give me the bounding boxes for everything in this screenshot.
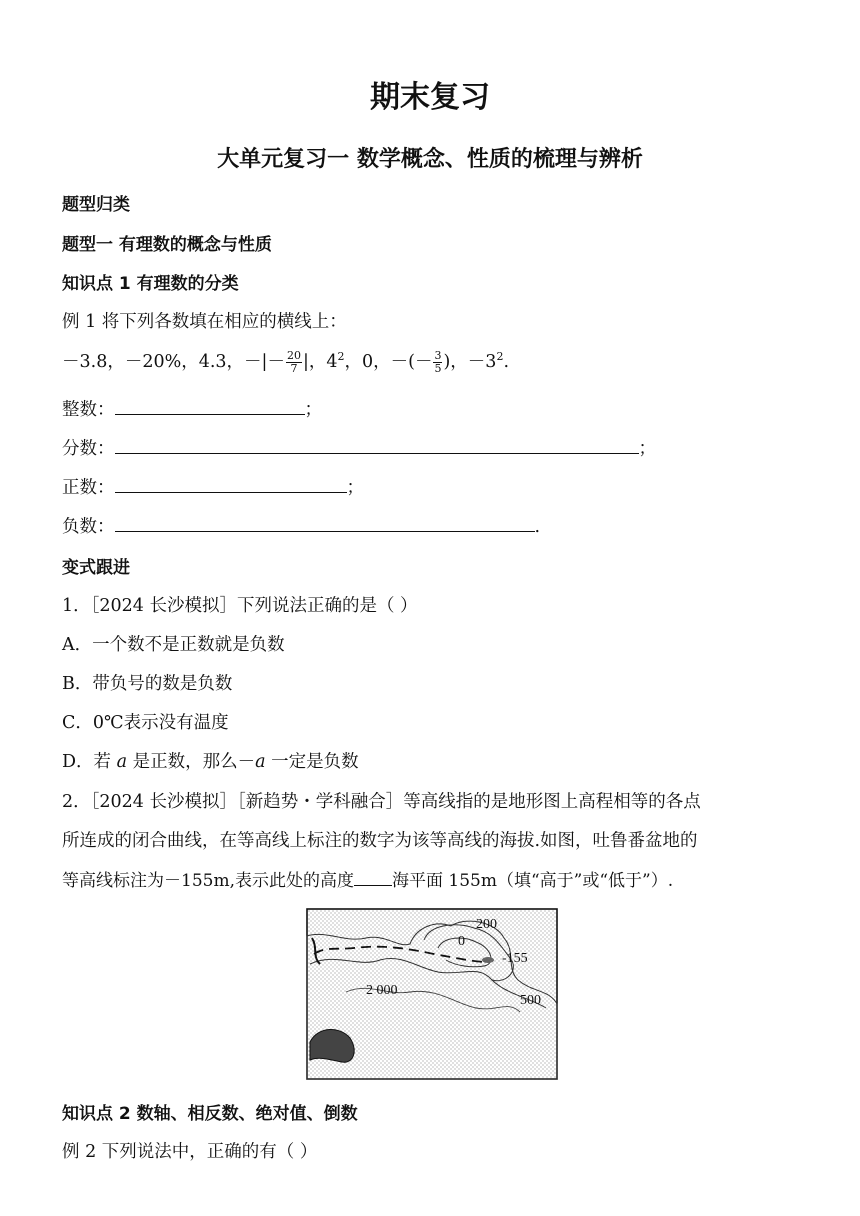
- positives-row: [62, 474, 364, 499]
- variable-a: a: [116, 752, 128, 772]
- example1-prompt: 例 1 将下列各数填在相应的横线上：: [62, 312, 347, 332]
- fraction-3-5: [433, 350, 442, 375]
- fraction-numerator: 3: [434, 349, 442, 362]
- positives-answer-blank[interactable]: [115, 474, 347, 493]
- page-subtitle: 大单元复习一 数学概念、性质的梳理与辨析: [217, 147, 643, 172]
- fractions-end: ；: [638, 439, 656, 459]
- fractions-row: [62, 435, 656, 460]
- example1-numbers: [62, 348, 509, 375]
- negatives-end: .: [534, 517, 541, 537]
- q2-line-2: 所连成的闭合曲线，在等高线上标注的数字为该等高线的海拔.如图，吐鲁番盆地的: [62, 831, 698, 851]
- option-d-pre: D．若: [62, 752, 117, 772]
- q2-line-3-pre: 等高线标注为－155m,表示此处的高度: [62, 871, 354, 891]
- page-title: 期末复习: [370, 80, 490, 115]
- example2-prompt: 例 2 下列说法中，正确的有（ ）: [62, 1142, 318, 1162]
- numbers-part-2: |，4: [302, 352, 338, 372]
- lake-marker: [482, 957, 494, 963]
- integers-answer-blank[interactable]: [115, 396, 305, 415]
- fractions-answer-blank[interactable]: [115, 435, 639, 454]
- q1-option-c: C．0℃表示没有温度: [62, 713, 229, 733]
- q2-line-3: [62, 866, 673, 891]
- kp2-title: 知识点 2 数轴、相反数、绝对值、倒数: [62, 1104, 358, 1124]
- exponent: 2: [337, 350, 345, 364]
- variable-a: a: [255, 752, 266, 772]
- integers-end: ；: [304, 400, 322, 420]
- exponent: 2: [496, 350, 504, 364]
- q2-answer-blank[interactable]: [354, 867, 392, 886]
- label-500: 500: [520, 993, 541, 1008]
- contour-map-figure: [306, 908, 558, 1080]
- positives-end: ；: [346, 478, 364, 498]
- type1-title: 题型一 有理数的概念与性质: [62, 235, 272, 255]
- numbers-part-5: .: [503, 352, 510, 372]
- negatives-label: 负数：: [62, 517, 115, 537]
- fraction-numerator: 20: [286, 349, 301, 362]
- label-200: 200: [476, 917, 497, 932]
- fractions-label: 分数：: [62, 439, 115, 459]
- label-2000: 2 000: [366, 983, 398, 998]
- integers-row: [62, 396, 322, 421]
- fraction-denominator: 5: [434, 362, 442, 375]
- option-d-mid: 是正数，那么－: [127, 752, 256, 772]
- q1-option-d: [62, 748, 359, 773]
- numbers-part-1: －3.8，－20%，4.3，－|－: [62, 352, 285, 372]
- fraction-20-7: [286, 350, 302, 375]
- q1-option-b: B．带负号的数是负数: [62, 674, 233, 694]
- section-label: 题型归类: [62, 195, 130, 215]
- q2-line-3-post: 海平面 155m（填“高于”或“低于”）.: [391, 871, 674, 891]
- label-minus-155: -155: [502, 951, 528, 966]
- q1-option-a: A．一个数不是正数就是负数: [62, 635, 285, 655]
- option-d-post: 一定是负数: [265, 752, 359, 772]
- q1-stem: 1．［2024 长沙模拟］下列说法正确的是（ ）: [62, 596, 418, 616]
- fraction-denominator: 7: [290, 362, 298, 375]
- label-0: 0: [458, 934, 465, 949]
- numbers-part-4: )，－3: [443, 352, 497, 372]
- integers-label: 整数：: [62, 400, 115, 420]
- negatives-row: [62, 513, 540, 538]
- q2-line-1: 2．［2024 长沙模拟］［新趋势・学科融合］等高线指的是地形图上高程相等的各点: [62, 792, 701, 812]
- variants-label: 变式跟进: [62, 558, 130, 578]
- kp1-title: 知识点 1 有理数的分类: [62, 274, 239, 294]
- positives-label: 正数：: [62, 478, 115, 498]
- numbers-part-3: ，0，－(－: [344, 352, 433, 372]
- negatives-answer-blank[interactable]: [115, 513, 535, 532]
